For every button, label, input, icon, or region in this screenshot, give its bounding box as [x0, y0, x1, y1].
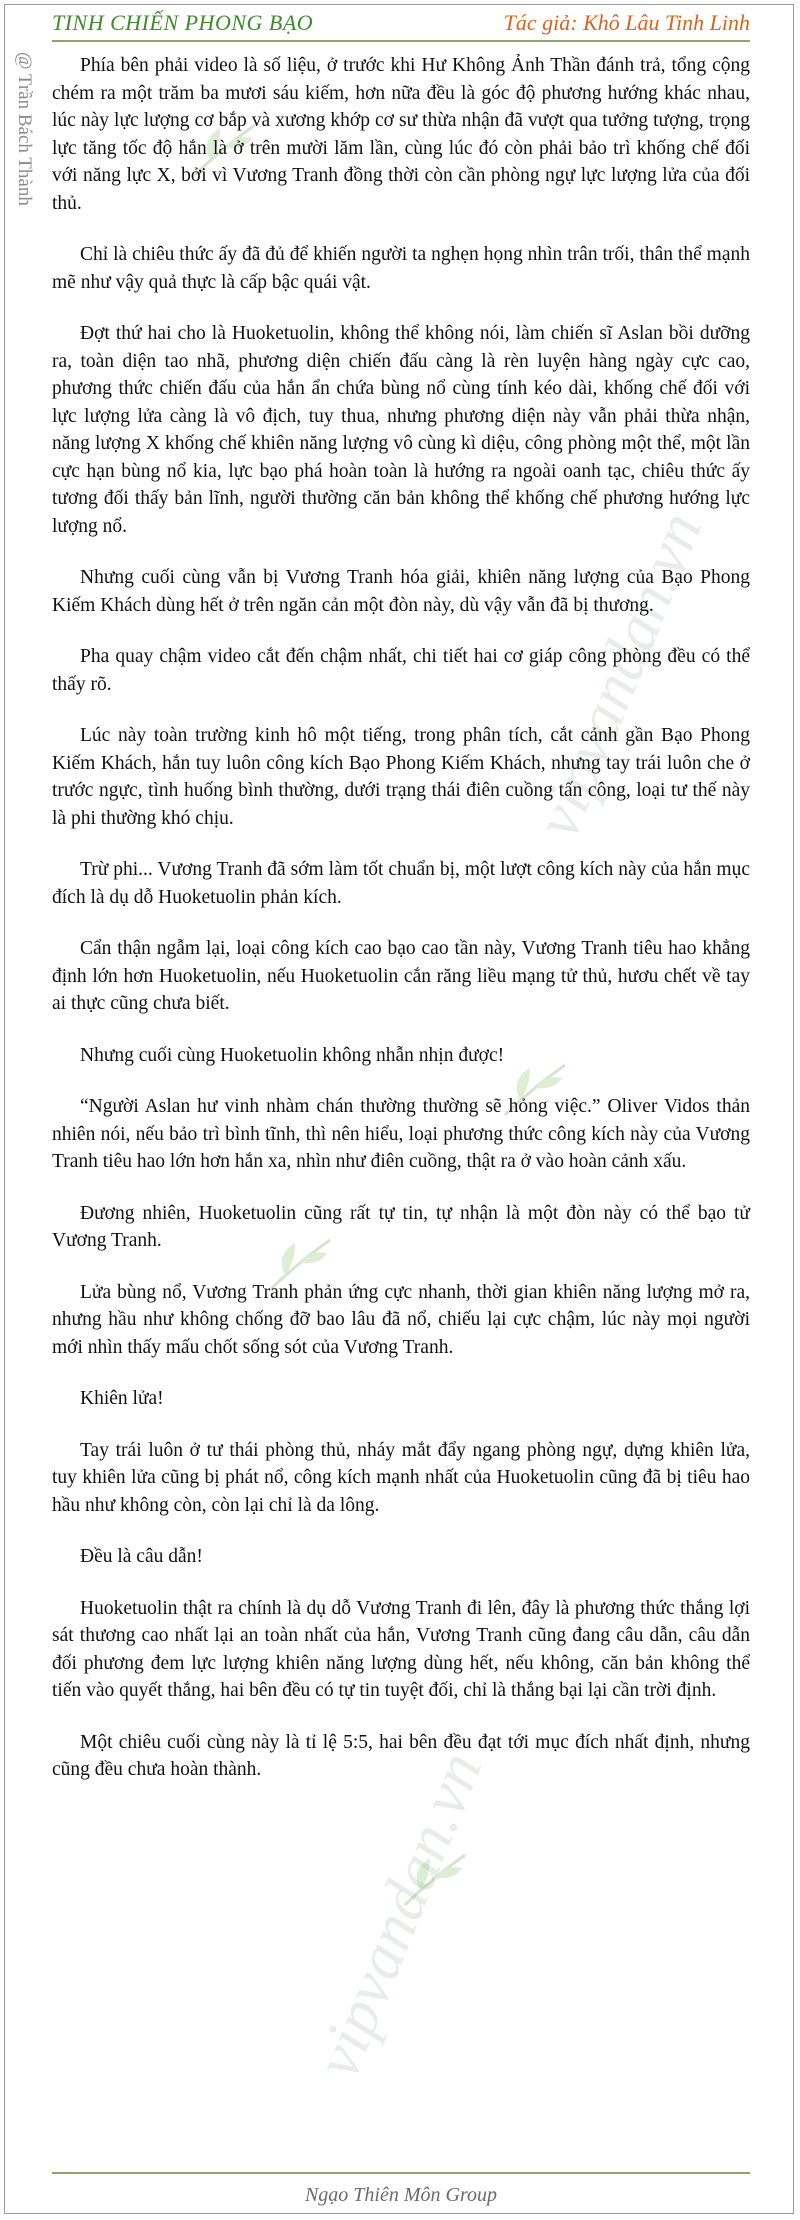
- page-header: [52, 6, 750, 42]
- paragraph: Lửa bùng nổ, Vương Tranh phản ứng cực nhanh, thời gian khiên năng lượng mở ra, nhưng hầu như không chống đỡ bao lâu đã nổ, chiếu lại cực chậm, lúc này mọi người mới nhìn thấy mấu chốt sống sót của Vương Tranh.: [52, 1281, 750, 1358]
- watermark: vipvandan.vn: [300, 1742, 496, 2087]
- paragraph: Nhưng cuối cùng Huoketuolin không nhẫn nhịn được!: [80, 1044, 505, 1066]
- watermark: vipvandan.vn: [520, 502, 716, 847]
- group-credit: Ngạo Thiên Môn Group: [304, 2184, 498, 2206]
- paragraph: Một chiêu cuối cùng này là tỉ lệ 5:5, hai bên đều đạt tới mục đích nhất định, nhưng cũng đều chưa hoàn thành.: [52, 1731, 750, 1780]
- paragraph: Đương nhiên, Huoketuolin cũng rất tự tin, tự nhận là một đòn này có thể bạo tử Vương Tranh.: [52, 1202, 750, 1251]
- paragraph: Nhưng cuối cùng vẫn bị Vương Tranh hóa giải, khiên năng lượng của Bạo Phong Kiếm Khách dùng hết ở trên ngăn cản một đòn này, dù vậy vẫn đã bị thương.: [52, 567, 750, 616]
- author-credit: Tác giả: Khô Lâu Tinh Linh: [503, 10, 750, 35]
- paragraph: “Người Aslan hư vinh nhàm chán thường thường sẽ hỏng việc.” Oliver Vidos thản nhiên nói, nếu bảo trì bình tĩnh, thì nên hiểu, loại phương thức công kích này của Vương Tranh tiêu hao lớn hơn hắn xa, nhìn như điên cuồng, thật ra ở vào hoàn cảnh xấu.: [52, 1096, 750, 1172]
- paragraph: Phía bên phải video là số liệu, ở trước khi Hư Không Ảnh Thần đánh trả, tổng cộng chém ra một trăm ba mươi sáu kiếm, hơn nữa đều là góc độ phương hướng khác nhau, lúc này lực lượng cơ bắp và xương khớp cơ sư thừa nhận đã vượt qua tưởng tượng, trọng lực tăng tốc độ hắn là ở trên mười lăm lần, cùng lúc đó còn phải bảo trì khống chế đối với năng lực X, bởi vì Vương Tranh đồng thời còn cần phòng ngự lực lượng lửa của đối thủ.: [52, 55, 750, 214]
- paragraph: Khiên lửa!: [80, 1388, 164, 1409]
- paragraph: Tay trái luôn ở tư thái phòng thủ, nháy mắt đẩy ngang phòng ngự, dựng khiên lửa, tuy khiên lửa cũng bị phát nổ, công kích mạnh nhất của Huoketuolin cũng đã bị tiêu hao hầu như không còn, còn lại chỉ là da lông.: [52, 1439, 750, 1516]
- paragraph: Chỉ là chiêu thức ấy đã đủ để khiến người ta nghẹn họng nhìn trân trối, thân thể mạnh mẽ như vậy quả thực là cấp bậc quái vật.: [52, 244, 750, 293]
- translator-credit: @ Trần Bách Thành: [14, 52, 35, 206]
- page-footer: [52, 2172, 750, 2218]
- paragraph: Lúc này toàn trường kinh hô một tiếng, trong phân tích, cắt cảnh gần Bạo Phong Kiếm Khách, hắn tuy luôn công kích Bạo Phong Kiếm Khách, nhưng tay trái luôn che ở trước ngực, tình huống bình thường, dưới trạng thái điên cuồng tấn công, loại tư thế này là phi thường khó chịu.: [52, 725, 750, 829]
- paragraph: Huoketuolin thật ra chính là dụ dỗ Vương Tranh đi lên, đây là phương thức thắng lợi sát thương cao nhất lại an toàn nhất của hắn, Vương Tranh cũng đang câu dẫn, câu dẫn đối phương đem lực lượng khiên năng lượng dùng hết, nếu không, căn bản không thể tiến vào quyết thắng, hai bên đều có tự tin tuyệt đối, chỉ là thắng bại lại cần trời định.: [52, 1597, 750, 1701]
- paragraph: Trừ phi... Vương Tranh đã sớm làm tốt chuẩn bị, một lượt công kích này của hắn mục đích là dụ dỗ Huoketuolin phản kích.: [52, 859, 750, 908]
- paragraph: Cẩn thận ngẫm lại, loại công kích cao bạo cao tần này, Vương Tranh tiêu hao khẳng định lớn hơn Huoketuolin, nếu Huoketuolin cắn răng liều mạng tử thủ, hươu chết về tay ai thực cũng chưa biết.: [52, 938, 750, 1014]
- side-credit: [8, 52, 42, 272]
- paragraph: Đều là câu dẫn!: [80, 1546, 203, 1567]
- chapter-body: [52, 52, 750, 1808]
- paragraph: Đợt thứ hai cho là Huoketuolin, không thể không nói, làm chiến sĩ Aslan bồi dưỡng ra, toàn diện tao nhã, phương diện chiến đấu càng là rèn luyện hàng ngày cực cao, phương thức chiến đấu của hắn ẩn chứa bùng nổ cùng tính kéo dài, khống chế đối với lực lượng lửa càng là vô địch, tuy thua, nhưng phương diện này vẫn phải thừa nhận, năng lượng X khống chế khiên năng lượng vô cùng kì diệu, công phòng một thể, một lần cực hạn bùng nổ kia, lực bạo phá hoàn toàn là hướng ra ngoài oanh tạc, chiêu thức ấy tương đối thấy bản lĩnh, người thường căn bản không thể khống chế phương hướng lực lượng nổ.: [52, 323, 750, 537]
- paragraph: Pha quay chậm video cắt đến chậm nhất, chi tiết hai cơ giáp công phòng đều có thể thấy rõ.: [52, 646, 750, 695]
- book-title: TINH CHIẾN PHONG BẠO: [52, 10, 314, 35]
